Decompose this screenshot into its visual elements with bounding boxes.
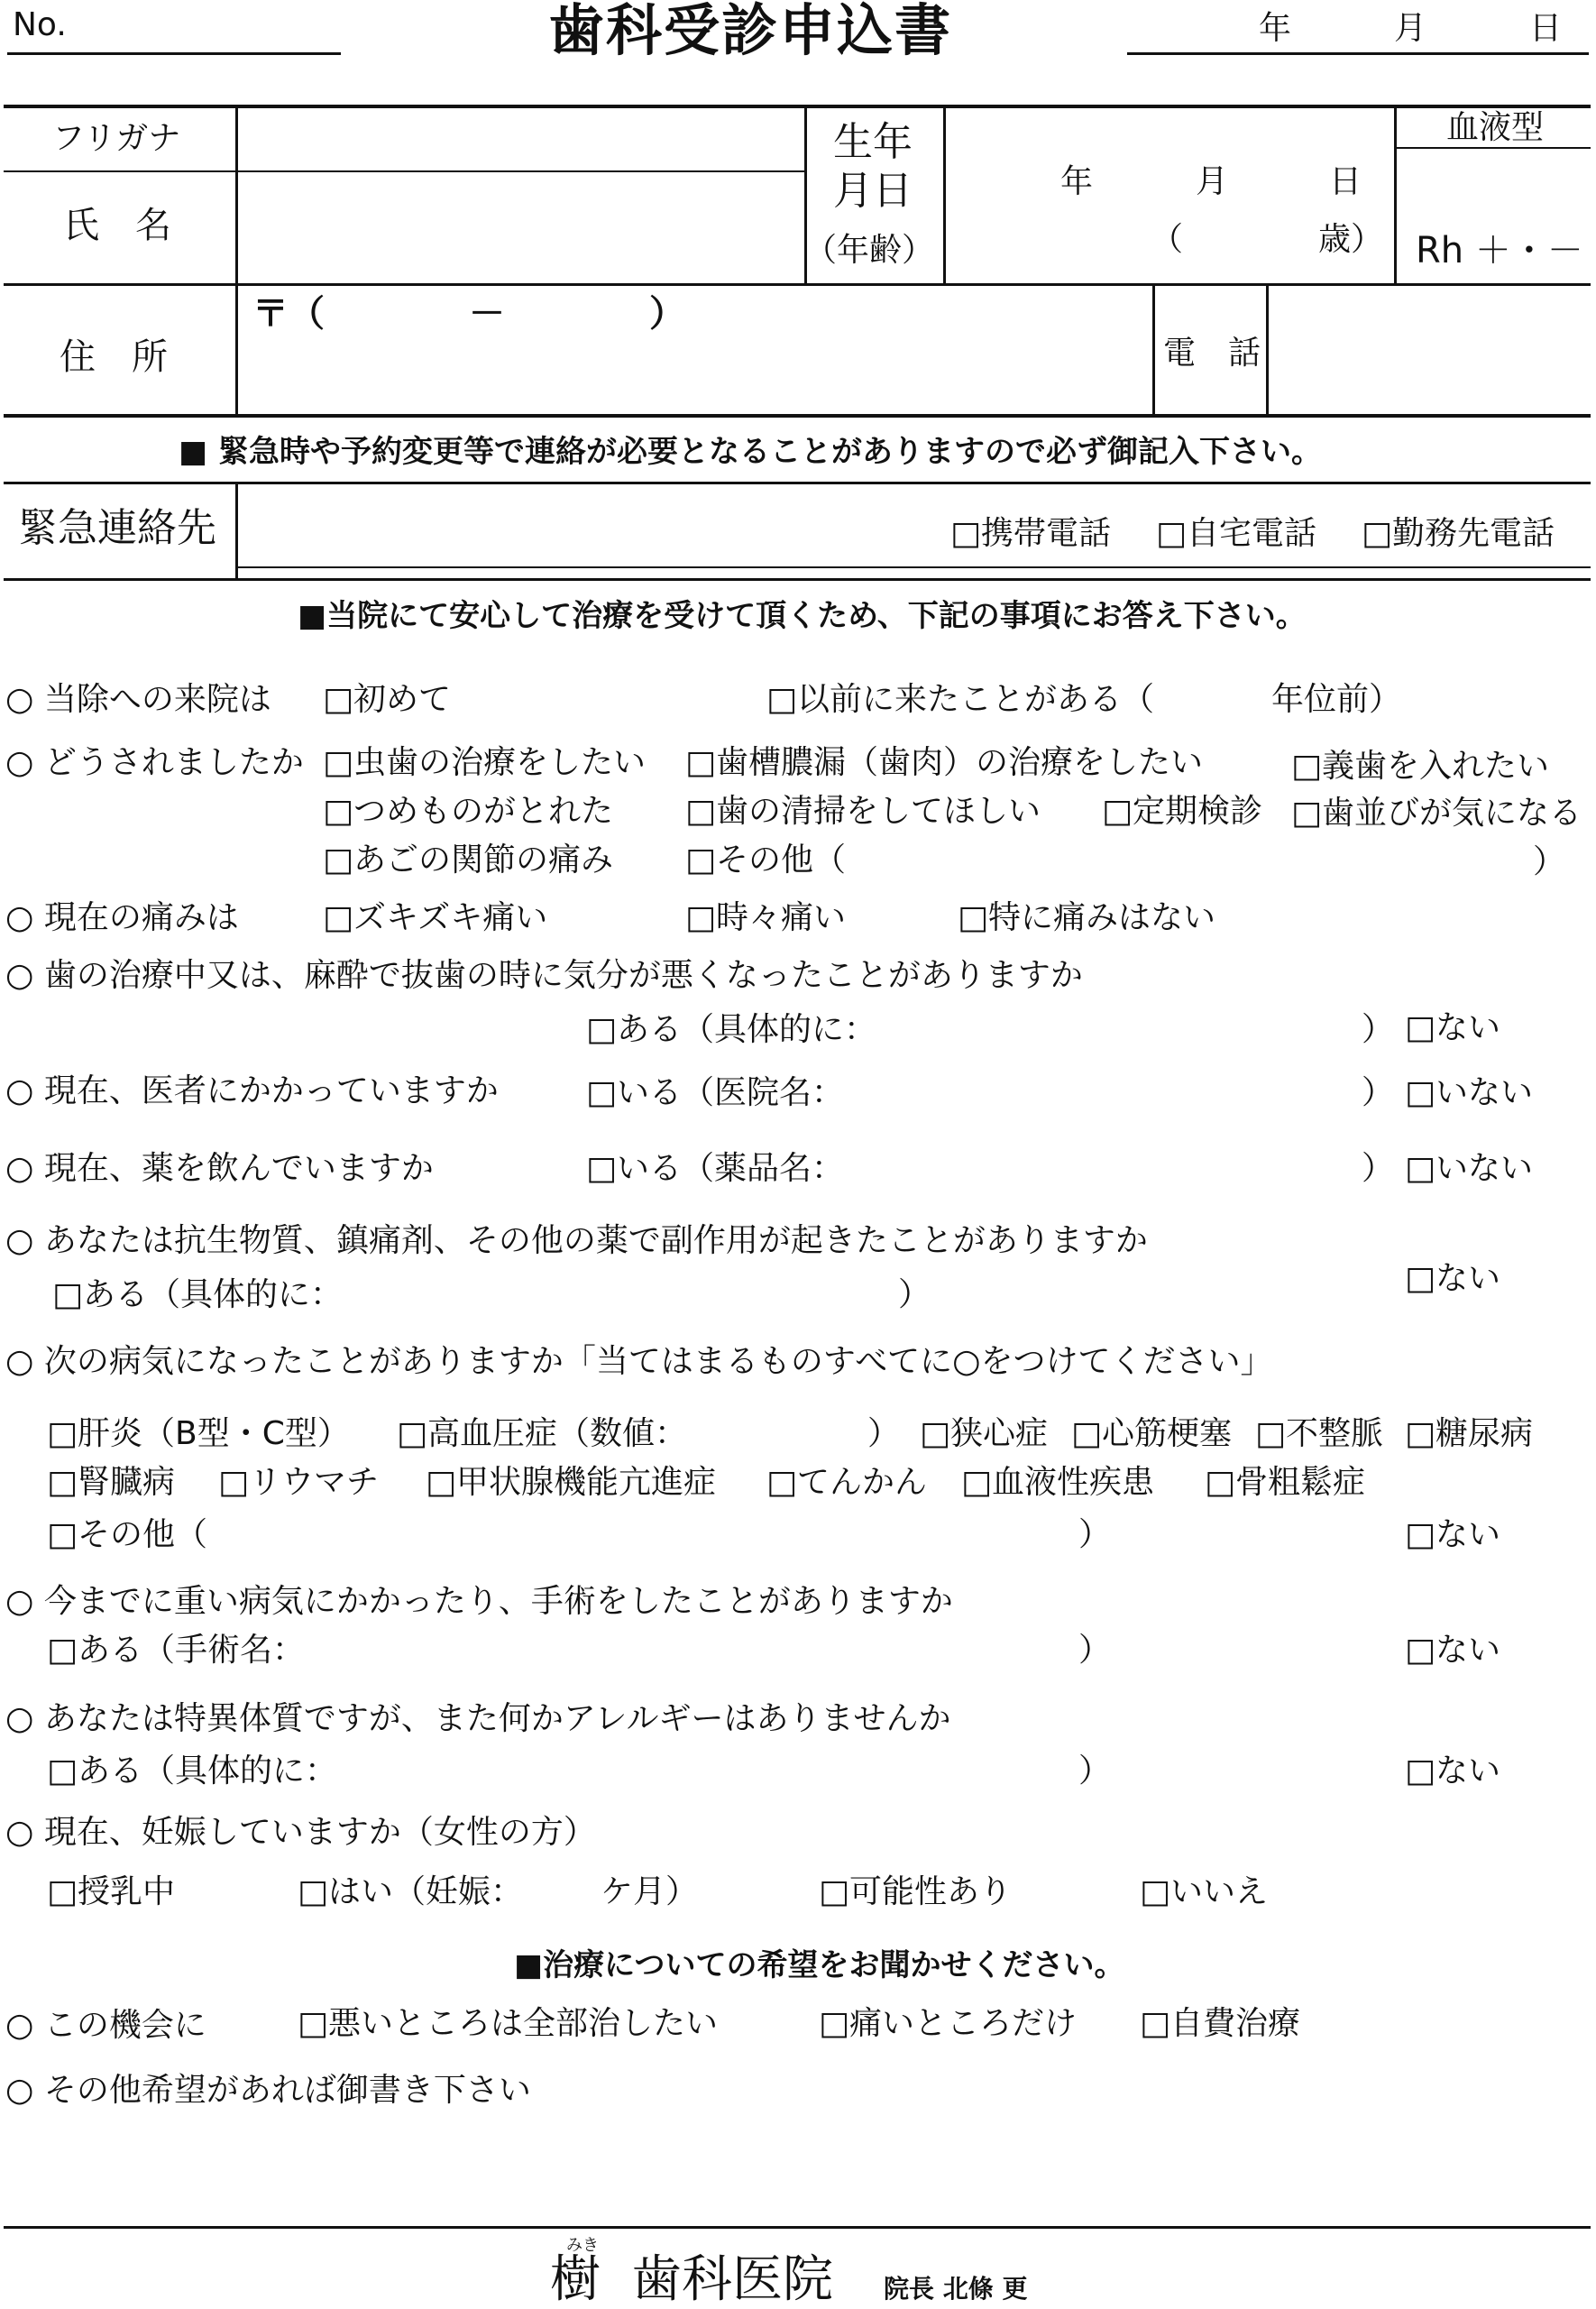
reason-cavity-checkbox[interactable]: □虫歯の治療をしたい xyxy=(323,744,647,781)
age-close-label: 歳） xyxy=(1318,221,1384,258)
question-visit: ○ 当除への来院は xyxy=(5,681,271,718)
side-effect-yes-checkbox[interactable]: □ある（具体的に： xyxy=(52,1276,344,1313)
disease-other-checkbox[interactable]: □その他（ xyxy=(47,1516,208,1553)
number-label: No. xyxy=(13,6,67,43)
phone-left-divider xyxy=(1152,284,1155,416)
disease-epilepsy-checkbox[interactable]: □てんかん xyxy=(766,1464,928,1501)
disease-hypertension-checkbox[interactable]: □高血圧症（数値： xyxy=(397,1415,688,1452)
birth-label-line1: 生年 xyxy=(833,119,913,165)
question-medicine: ○ 現在、薬を飲んでいますか xyxy=(5,1150,434,1187)
anesthesia-yes-checkbox[interactable]: □ある（具体的に： xyxy=(586,1011,877,1048)
disease-no-checkbox[interactable]: □ない xyxy=(1405,1516,1501,1553)
reason-denture-checkbox[interactable]: □義歯を入れたい xyxy=(1291,748,1550,785)
doctor-close-paren: ） xyxy=(1362,1074,1395,1111)
footer-rule xyxy=(4,2226,1591,2229)
disease-rheumatism-checkbox[interactable]: □リウマチ xyxy=(218,1464,380,1501)
disease-other-close: ） xyxy=(1078,1516,1112,1553)
birth-day-label: 日 xyxy=(1329,163,1362,200)
reason-checkup-checkbox[interactable]: □定期検診 xyxy=(1102,793,1263,830)
disease-kidney-checkbox[interactable]: □腎臓病 xyxy=(47,1464,176,1501)
reason-cleaning-checkbox[interactable]: □歯の清掃をしてほしい xyxy=(685,793,1041,830)
pregnancy-no-checkbox[interactable]: □いいえ xyxy=(1140,1873,1269,1910)
age-open-paren: （ xyxy=(1151,221,1184,258)
doctor-yes-checkbox[interactable]: □いる（医院名： xyxy=(586,1074,845,1111)
rh-label: Rh ＋・－ xyxy=(1416,230,1583,271)
surgery-no-checkbox[interactable]: □ない xyxy=(1405,1632,1501,1669)
clinic-name-char: 樹 xyxy=(550,2250,601,2309)
blood-type-divider xyxy=(1396,147,1591,149)
disease-angina-checkbox[interactable]: □狭心症 xyxy=(920,1415,1049,1452)
disease-diabetes-checkbox[interactable]: □糖尿病 xyxy=(1405,1415,1534,1452)
doctor-no-checkbox[interactable]: □いない xyxy=(1405,1074,1534,1111)
side-effect-no-checkbox[interactable]: □ない xyxy=(1405,1260,1501,1297)
question-side-effect: ○ あなたは抗生物質、鎮痛剤、その他の薬で副作用が起きたことがありますか xyxy=(5,1222,1148,1259)
disease-blood-checkbox[interactable]: □血液性疾患 xyxy=(961,1464,1155,1501)
pain-sometimes-checkbox[interactable]: □時々痛い xyxy=(685,899,847,936)
visit-before-checkbox[interactable]: □以前に来たことがある（ xyxy=(766,681,1155,718)
emergency-note: ■ 緊急時や予約変更等で連絡が必要となることがありますので必ず御記入下さい。 xyxy=(179,434,1322,470)
pregnancy-possible-checkbox[interactable]: □可能性あり xyxy=(819,1873,1013,1910)
clinic-name: 歯科医院 xyxy=(631,2250,833,2309)
reason-filling-checkbox[interactable]: □つめものがとれた xyxy=(323,793,614,830)
disease-infarction-checkbox[interactable]: □心筋梗塞 xyxy=(1071,1415,1233,1452)
furigana-divider xyxy=(4,170,806,172)
allergy-close-paren: ） xyxy=(1078,1752,1112,1789)
reason-alignment-checkbox[interactable]: □歯並びが気になる xyxy=(1291,795,1582,832)
question-pregnancy: ○ 現在、妊娠していますか（女性の方） xyxy=(5,1814,596,1851)
birth-label-line2: 月日 xyxy=(833,168,913,214)
pregnancy-months-label: ケ月） xyxy=(601,1873,699,1910)
section1-title: ■当院にて安心して治療を受けて頂くため、下記の事項にお答え下さい。 xyxy=(298,598,1307,634)
question-reason: ○ どうされましたか xyxy=(5,744,304,781)
anesthesia-no-checkbox[interactable]: □ない xyxy=(1405,1009,1501,1046)
number-underline xyxy=(7,52,341,55)
date-underline xyxy=(1127,52,1589,55)
birth-right-divider xyxy=(943,105,946,285)
allergy-no-checkbox[interactable]: □ない xyxy=(1405,1752,1501,1789)
emergency-contact-label: 緊急連絡先 xyxy=(18,505,216,551)
reason-gum-checkbox[interactable]: □歯槽膿漏（歯肉）の治療をしたい xyxy=(685,744,1204,781)
emergency-bottom-border xyxy=(4,578,1591,581)
emergency-divider xyxy=(235,483,238,579)
question-doctor: ○ 現在、医者にかかっていますか xyxy=(5,1072,499,1109)
address-label: 住 所 xyxy=(60,336,168,378)
disease-hypertension-close: ） xyxy=(867,1415,901,1452)
question-surgery: ○ 今までに重い病気にかかったり、手術をしたことがありますか xyxy=(5,1583,953,1620)
date-month-label: 月 xyxy=(1394,10,1427,47)
emergency-inner-line xyxy=(238,566,1591,568)
name-label: 氏 名 xyxy=(63,205,171,246)
medicine-yes-checkbox[interactable]: □いる（薬品名： xyxy=(586,1150,845,1187)
question-wish: ○ この機会に xyxy=(5,2007,206,2044)
allergy-yes-checkbox[interactable]: □ある（具体的に： xyxy=(47,1752,338,1789)
question-allergy: ○ あなたは特異体質ですが、また何かアレルギーはありませんか xyxy=(5,1700,951,1737)
pregnancy-nursing-checkbox[interactable]: □授乳中 xyxy=(47,1873,176,1910)
emergency-opt-home[interactable]: □自宅電話 xyxy=(1156,515,1317,552)
surgery-yes-checkbox[interactable]: □ある（手術名： xyxy=(47,1632,306,1669)
postal-code-field: 〒（ － ） xyxy=(252,293,685,335)
date-year-label: 年 xyxy=(1259,10,1292,47)
disease-thyroid-checkbox[interactable]: □甲状腺機能亢進症 xyxy=(426,1464,717,1501)
medicine-no-checkbox[interactable]: □いない xyxy=(1405,1150,1534,1187)
form-title: 歯科受診申込書 xyxy=(548,0,953,63)
question-other-wish: ○ その他希望があれば御書き下さい xyxy=(5,2072,531,2109)
question-disease: ○ 次の病気になったことがありますか「当てはまるものすべてに○をつけてください」 xyxy=(5,1343,1273,1380)
emergency-opt-work[interactable]: □勤務先電話 xyxy=(1362,515,1555,552)
reason-other-checkbox[interactable]: □その他（ xyxy=(685,842,847,879)
birth-month-label: 月 xyxy=(1196,163,1229,200)
emergency-opt-mobile[interactable]: □携帯電話 xyxy=(950,515,1112,552)
blood-left-divider xyxy=(1394,105,1397,285)
address-row-border xyxy=(4,414,1591,418)
question-anesthesia: ○ 歯の治療中又は、麻酔で抜歯の時に気分が悪くなったことがありますか xyxy=(5,957,1083,994)
clinic-director: 院長 北條 更 xyxy=(884,2274,1028,2304)
table-top-border xyxy=(4,105,1591,108)
medicine-close-paren: ） xyxy=(1362,1150,1395,1187)
reason-other-close: ） xyxy=(1533,843,1566,880)
disease-osteoporosis-checkbox[interactable]: □骨粗鬆症 xyxy=(1205,1464,1366,1501)
section2-title: ■治療についての希望をお聞かせください。 xyxy=(514,1947,1125,1983)
pain-throbbing-checkbox[interactable]: □ズキズキ痛い xyxy=(323,899,548,936)
wish-all-checkbox[interactable]: □悪いところは全部治したい xyxy=(298,2005,719,2042)
question-pain: ○ 現在の痛みは xyxy=(5,899,239,936)
name-row-border xyxy=(4,283,1591,286)
disease-arrhythmia-checkbox[interactable]: □不整脈 xyxy=(1255,1415,1384,1452)
phone-label: 電 話 xyxy=(1163,335,1261,372)
age-label: （年齢） xyxy=(804,232,935,269)
visit-years-ago-label: 年位前） xyxy=(1271,681,1402,718)
furigana-label: フリガナ xyxy=(52,120,181,157)
blood-type-label: 血液型 xyxy=(1446,109,1545,146)
surgery-close-paren: ） xyxy=(1078,1632,1112,1669)
wish-pain-only-checkbox[interactable]: □痛いところだけ xyxy=(819,2005,1078,2042)
date-day-label: 日 xyxy=(1529,10,1563,47)
visit-first-checkbox[interactable]: □初めて xyxy=(323,681,452,718)
reason-jaw-checkbox[interactable]: □あごの関節の痛み xyxy=(323,842,614,879)
note-row-border xyxy=(4,482,1591,484)
pain-none-checkbox[interactable]: □特に痛みはない xyxy=(958,899,1216,936)
pregnancy-yes-checkbox[interactable]: □はい（妊娠： xyxy=(298,1873,524,1910)
clinic-ruby: みき xyxy=(566,2236,599,2255)
side-effect-close-paren: ） xyxy=(898,1276,931,1313)
birth-year-label: 年 xyxy=(1060,163,1094,200)
wish-private-checkbox[interactable]: □自費治療 xyxy=(1140,2005,1301,2042)
disease-hepatitis-checkbox[interactable]: □肝炎（B型・C型） xyxy=(47,1415,350,1452)
anesthesia-close-paren: ） xyxy=(1362,1011,1395,1048)
phone-right-divider xyxy=(1266,284,1269,416)
label-column-divider xyxy=(235,105,238,417)
